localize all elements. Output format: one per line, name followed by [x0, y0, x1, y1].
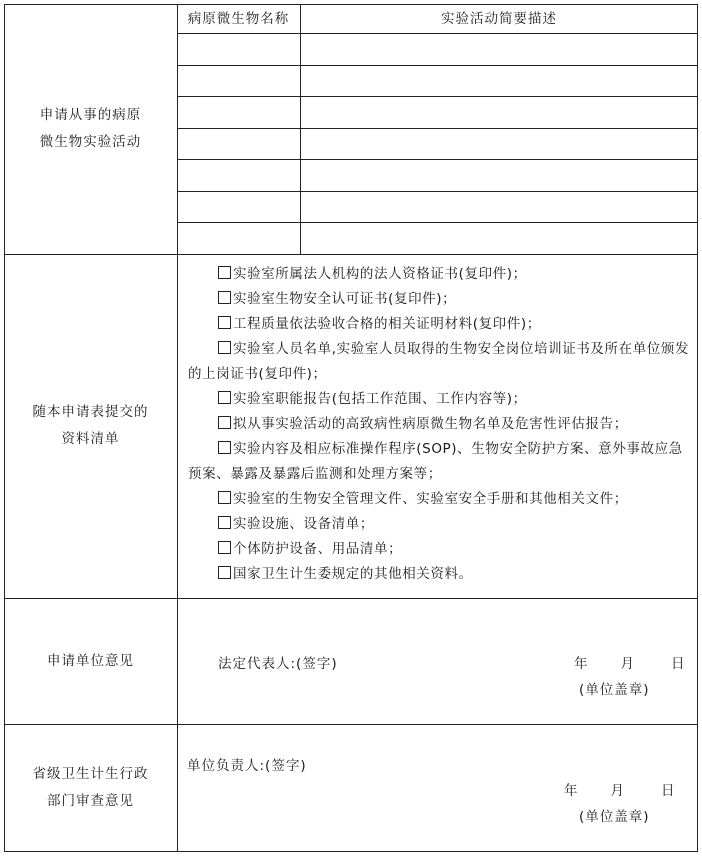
checkbox-icon[interactable]: [218, 341, 231, 354]
activities-header-line: [177, 33, 698, 34]
provincial-opinion-label: [4, 724, 177, 852]
provincial-date: [564, 779, 676, 799]
activities-label-line1: 申请从事的病原: [39, 107, 142, 123]
activities-row-line: [177, 65, 698, 66]
year-label: 年: [564, 783, 579, 799]
checklist-item: 拟从事实验活动的高致病性病原微生物名单及危害性评估报告；: [188, 412, 690, 437]
checklist-item: 实验室所属法人机构的法人资格证书(复印件)；: [188, 262, 690, 287]
checkbox-icon[interactable]: [218, 291, 231, 304]
activities-column-divider: [300, 4, 301, 254]
checklist-item: 实验室职能报告(包括工作范围、工作内容等)；: [188, 387, 690, 412]
checklist-item: 实验室的生物安全管理文件、实验室安全手册和其他相关文件；: [188, 487, 690, 512]
checklist-item: 实验设施、设备清单；: [188, 512, 690, 537]
unit-head-signature: 单位负责人:(签字): [187, 758, 307, 774]
activities-row-line: [177, 222, 698, 223]
checkbox-icon[interactable]: [218, 391, 231, 404]
checkbox-icon[interactable]: [218, 441, 231, 454]
month-label: 月: [610, 783, 625, 799]
provincial-label-line2: 部门审查意见: [47, 793, 134, 809]
activities-row-line: [177, 191, 698, 192]
pathogen-name-column-header: 病原微生物名称: [187, 11, 290, 27]
materials-label-line1: 随本申请表提交的: [32, 404, 149, 420]
checkbox-icon[interactable]: [218, 516, 231, 529]
checklist-item: 工程质量依法验收合格的相关证明材料(复印件)；: [188, 312, 690, 337]
activities-label: [4, 4, 177, 254]
checkbox-icon[interactable]: [218, 566, 231, 579]
checklist-item: 个体防护设备、用品清单；: [188, 537, 690, 562]
day-label: 日: [661, 783, 676, 799]
materials-checklist: [188, 262, 690, 587]
checklist-item: 国家卫生计生委规定的其他相关资料。: [188, 562, 690, 587]
materials-label-line2: 资料清单: [61, 431, 120, 447]
activity-description-column-header: 实验活动简要描述: [441, 11, 557, 27]
checkbox-icon[interactable]: [218, 316, 231, 329]
provincial-label-line1: 省级卫生计生行政: [32, 766, 149, 782]
checkbox-icon[interactable]: [218, 266, 231, 279]
applicant-seal-note: (单位盖章): [579, 682, 650, 698]
checklist-item: 实验内容及相应标准操作程序(SOP)、生物安全防护方案、意外事故应急预案、暴露及暴露后监测和处理方案等；: [188, 441, 683, 482]
checkbox-icon[interactable]: [218, 416, 231, 429]
application-form: [4, 4, 698, 852]
applicant-opinion-label: 申请单位意见: [47, 652, 134, 669]
year-label: 年: [574, 656, 589, 672]
day-label: 日: [671, 656, 686, 672]
checklist-item: 实验室生物安全认可证书(复印件)；: [188, 287, 690, 312]
legal-representative-signature: 法定代表人:(签字): [218, 656, 338, 672]
checklist-item: 实验室人员名单,实验室人员取得的生物安全岗位培训证书及所在单位颁发的上岗证书(复印件)；: [188, 341, 690, 382]
activities-row-line: [177, 159, 698, 160]
month-label: 月: [620, 656, 635, 672]
activities-label-line2: 微生物实验活动: [39, 134, 142, 150]
activities-row-line: [177, 96, 698, 97]
checkbox-icon[interactable]: [218, 541, 231, 554]
provincial-seal-note: (单位盖章): [579, 809, 650, 825]
checkbox-icon[interactable]: [218, 491, 231, 504]
materials-label: [4, 254, 177, 598]
applicant-date: [574, 652, 686, 672]
activities-row-line: [177, 128, 698, 129]
